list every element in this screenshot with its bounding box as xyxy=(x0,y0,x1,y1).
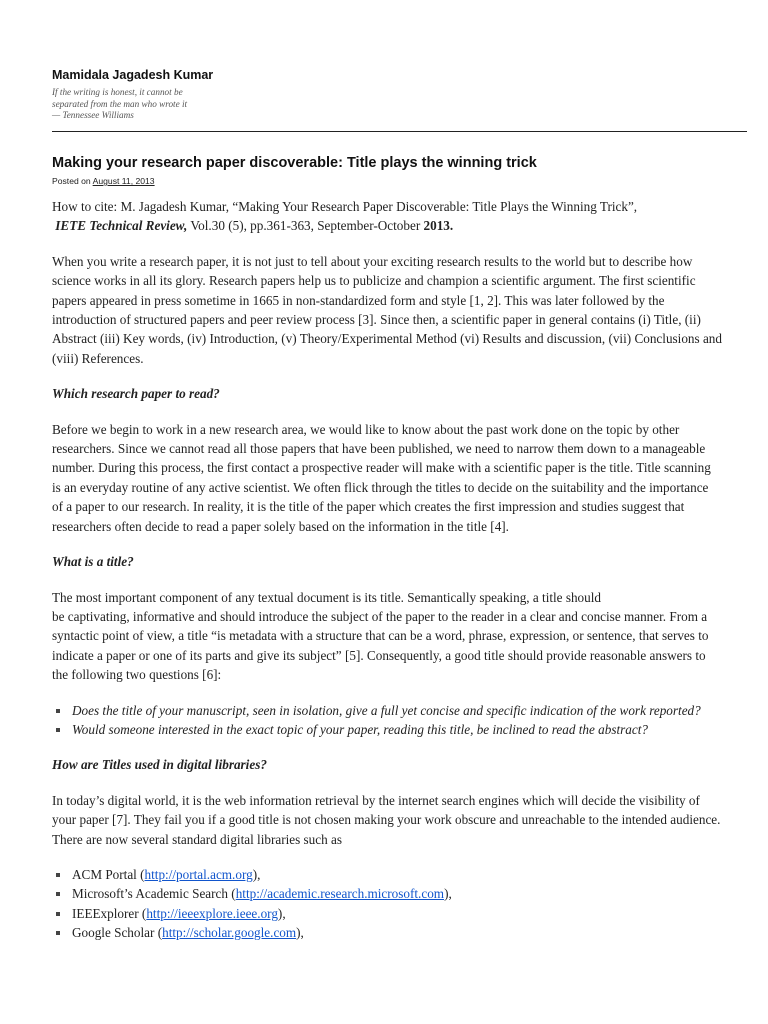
paragraph-digital-libraries: In today’s digital world, it is the web information retrieval by the internet search engines which will decide the visibility of your paper [7]. They fail you if a good title is not chosen making your work obscure and unreachable to the intended audience. There are now several standard digital libraries such as xyxy=(52,792,721,847)
site-header xyxy=(52,68,732,122)
paragraph-which-paper: Before we begin to work in a new research area, we would like to know about the past work done on the topic by other researchers. Since we cannot read all those papers that have been published, we need to narrow them down to a manageable number. During this process, the first contact a prospective reader will make with a scientific paper is the title. Title scanning is an everyday routine of any active scientist. We often flick through the titles to decide on the suitability and the importance of a paper to our research. In reality, it is the title of the paper which creates the first impression and studies suggest that researchers often decide to read a paper solely based on the information in the title [4]. xyxy=(52,421,711,534)
paragraph-what-rest: be captivating, informative and should introduce the subject of the paper to the reader in a clear and concise manner. From a syntactic point of view, a title “is metadata with a structure that can be a word, phrase, expression, or sentence, that serves to indicate a paper or one of its parts and give its subject” [5]. Consequently, a good title should provide reasonable answers to the following two questions [6]: xyxy=(52,608,709,683)
header-divider xyxy=(52,131,747,132)
question-item: Does the title of your manuscript, seen in isolation, give a full yet concise and specific indication of the work reported? xyxy=(52,701,722,720)
library-link[interactable]: http://portal.acm.org xyxy=(144,866,253,882)
post-content xyxy=(52,197,722,959)
library-link[interactable]: http://ieeexplore.ieee.org xyxy=(146,905,278,921)
tagline-line-2: separated from the man who wrote it xyxy=(52,98,188,109)
library-item xyxy=(52,904,722,923)
site-name[interactable]: Mamidala Jagadesh Kumar xyxy=(52,68,214,82)
library-name: Microsoft’s Academic Search ( xyxy=(72,886,236,902)
paragraph-intro: When you write a research paper, it is not just to tell about your exciting research results to the world but to describe how science works in all its glory. Research papers help us to publicize and champion a scientific argument. The first scientific papers appeared in press sometime in 1665 in non-standardized form and style [1, 2]. This was later followed by the introduction of structured papers and peer review process [3]. Since then, a scientific paper in general contains (i) Title, (ii) Abstract (iii) Key words, (iv) Introduction, (v) Theory/Experimental Method (vi) Results and discussion, (vii) Conclusions and (viii) References. xyxy=(52,253,722,366)
citation-journal: IETE Technical Review, xyxy=(55,218,188,234)
heading-what-is-title: What is a title? xyxy=(52,554,134,570)
citation-text: How to cite: M. Jagadesh Kumar, “Making Your Research Paper Discoverable: Title Plays the Winning Trick”, xyxy=(52,199,638,214)
library-close: ), xyxy=(277,905,286,921)
library-item xyxy=(52,884,722,903)
library-item xyxy=(52,923,722,942)
library-name: Google Scholar ( xyxy=(72,925,163,941)
library-close: ), xyxy=(252,866,261,882)
post-date-link[interactable]: August 11, 2013 xyxy=(92,176,155,186)
library-close: ), xyxy=(296,925,304,941)
tagline-line-1: If the writing is honest, it cannot be xyxy=(52,87,183,97)
tagline-line-3: — Tennessee Williams xyxy=(52,110,134,120)
library-item xyxy=(52,865,722,884)
library-close: ), xyxy=(444,886,452,902)
heading-digital-libraries: How are Titles used in digital libraries? xyxy=(52,757,267,773)
library-link[interactable]: http://scholar.google.com xyxy=(162,925,297,941)
library-link[interactable]: http://academic.research.microsoft.com xyxy=(235,886,445,902)
question-item: Would someone interested in the exact topic of your paper, reading this title, be inclined to read the abstract? xyxy=(52,720,722,739)
citation-year: 2013. xyxy=(423,218,454,234)
paragraph-what-is-title xyxy=(52,588,722,685)
citation-details: Vol.30 (5), pp.361-363, September-October xyxy=(187,218,424,234)
library-list xyxy=(52,865,722,943)
question-list xyxy=(52,701,722,740)
heading-which-paper: Which research paper to read? xyxy=(52,386,220,402)
post-meta xyxy=(52,176,155,186)
posted-label: Posted on xyxy=(52,176,91,186)
citation xyxy=(52,197,722,236)
library-name: IEEExplorer ( xyxy=(72,905,147,921)
paragraph-what-line-1: The most important component of any textual document is its title. Semantically speaking, a title should xyxy=(52,589,602,605)
site-tagline xyxy=(52,87,732,122)
post-title[interactable]: Making your research paper discoverable: Title plays the winning trick xyxy=(52,155,537,171)
library-name: ACM Portal ( xyxy=(72,866,145,882)
